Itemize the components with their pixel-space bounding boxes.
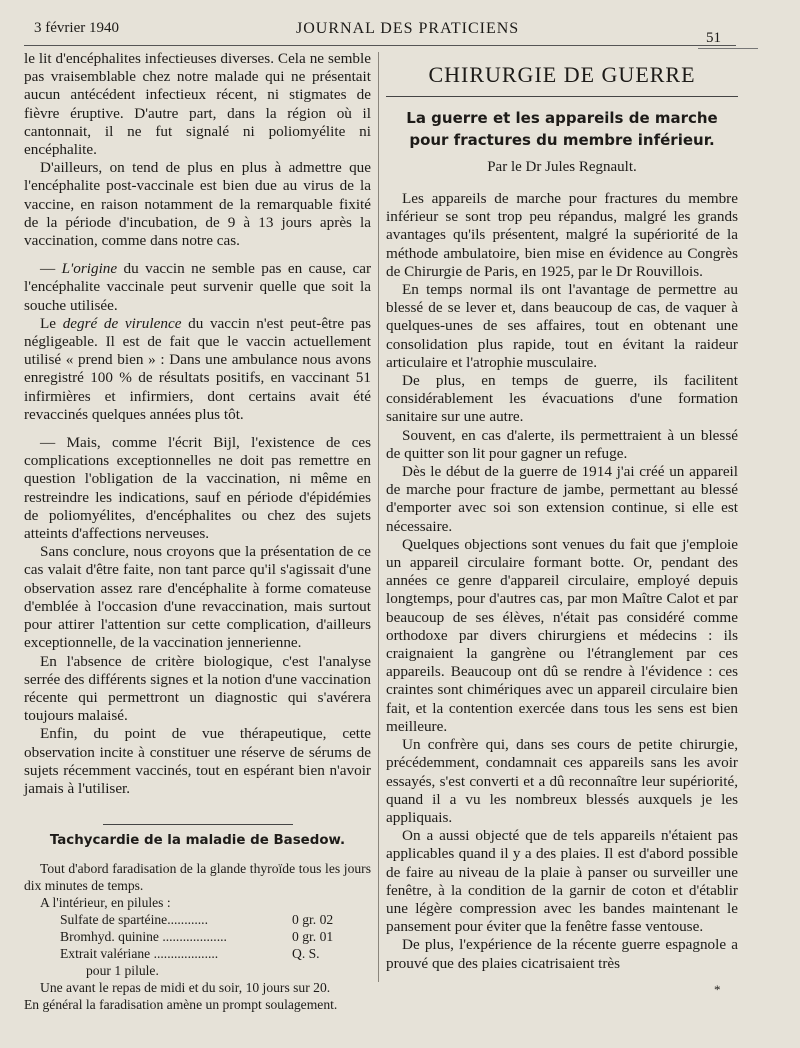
header-rule: [24, 45, 736, 46]
ingredient-dose: 0 gr. 01: [292, 929, 334, 945]
emphasis: L'origine: [61, 260, 118, 278]
page-number: 51: [706, 30, 721, 46]
prescription-line: [24, 911, 371, 928]
ingredient-dose: Q. S.: [292, 946, 320, 962]
box-rule: [103, 824, 293, 825]
paragraph: le lit d'encéphalites infectieuses diverses. Cela ne semble pas vraisemblable chez notre malade qui ne présentait aucun antécédent infectieux récent, ni stigmates de fièvre éruptive. D'autre part, dans la région où il cantonnait, il ne fut signalé ni poliomyélite ni encéphalite.: [24, 50, 371, 159]
prescription-unit: pour 1 pilule.: [86, 963, 159, 979]
paragraph: De plus, en temps de guerre, ils facilitent considérablement les évacuations d'une formation sanitaire sur une autre.: [386, 372, 738, 426]
prescription-box: [24, 824, 371, 1013]
emphasis: degré de virulence: [62, 314, 182, 332]
prescription-line: [24, 928, 371, 945]
paragraph: Un confrère qui, dans ses cours de petite chirurgie, précédemment, condamnait ces appareils sans les avoir essayés, s'est converti et a dû reconnaître leur supériorité, quand il a vu les nombreux blessés auxquels je les appliquais.: [386, 736, 738, 826]
paragraph: [24, 315, 371, 424]
box-instructions: Une avant le repas de midi et du soir, 10 jours sur 20.: [40, 980, 331, 996]
section-title: CHIRURGIE DE GUERRE: [386, 58, 738, 97]
paragraph: En l'absence de critère biologique, c'est l'analyse serrée des différents signes et la notion d'une vaccination récente qui permettront un diagnostic qui s'avérera toujours malaisé.: [24, 652, 371, 725]
ingredient-name: Bromhyd. quinine ...................: [60, 929, 227, 945]
box-title: Tachycardie de la maladie de Basedow.: [49, 833, 346, 849]
page-header: [24, 20, 736, 46]
continuation-mark: *: [714, 982, 721, 997]
article-title: La guerre et les appareils de marche pour fractures du membre inférieur.: [406, 109, 718, 149]
paragraph: Quelques objections sont venues du fait que j'emploie un appareil circulaire formant botte. Or, pendant des années ce genre d'appareil circulaire, employé depuis longtemps, pour d'autres cas, par mon Maître Calot et par beaucoup de ses élèves, n'était pas considéré comme orthodoxe par divers chirurgiens et médecins : ils craignaient la gangrène ou l'étranglement par ces appareils. Beaucoup ont dû se rendre à l'évidence : ces craintes sont chimériques avec un appareil circulaire bien fait, et la contention exercée dans tous les sens est bien meilleure.: [386, 535, 738, 735]
paragraph: D'ailleurs, on tend de plus en plus à admettre que l'encéphalite post-vaccinale est bien due au virus de la vaccine, en raison notamment de la remarquable fixité de la période d'incubation, de 9 à 13 jours après la vaccination, comme dans notre cas.: [24, 159, 371, 250]
dash: —: [40, 260, 62, 278]
paragraph-text: du vaccin ne semble pas en cause, car l'encéphalite vaccinale peut survenir quelle que soit la souche utilisée.: [24, 260, 371, 314]
ingredient-name: Sulfate de spartéine............: [60, 912, 208, 928]
paragraph: Souvent, en cas d'alerte, ils permettraient à un blessé de quitter son lit pour gagner un refuge.: [386, 426, 738, 462]
paragraph-lead: Le: [40, 314, 63, 332]
box-subtitle: A l'intérieur, en pilules :: [40, 895, 171, 911]
paragraph: En temps normal ils ont l'avantage de permettre au blessé de se lever et, dans beaucoup de cas, de vaquer à quelques-unes de ses affaires, tout en obtenant une consolidation plus rapide, tout en évitant la raideur articulaire et l'atrophie musculaire.: [386, 281, 738, 371]
prescription-line: [24, 945, 371, 962]
article-byline: Par le Dr Jules Regnault.: [487, 159, 637, 175]
paragraph: Dès le début de la guerre de 1914 j'ai créé un appareil de marche pour fracture de jambe, permettant au blessé d'emporter avec soi son extension continue, si elle est nécessaire.: [386, 463, 738, 535]
page-number-rule: [698, 48, 758, 49]
box-instructions: En général la faradisation amène un prompt soulagement.: [24, 997, 338, 1013]
paragraph: De plus, l'expérience de la récente guerre espagnole a prouvé que des plaies cicatrisaient très: [386, 936, 738, 972]
paragraph: Sans conclure, nous croyons que la présentation de ce cas valait d'être faite, non tant parce qu'il s'agissait d'une observation assez rare d'encéphalite à forme comateuse d'emblée à l'occasion d'une revaccination, mais surtout pour attirer l'attention sur cette complication, d'ailleurs exceptionnelle, de la vaccination jennerienne.: [24, 543, 371, 652]
paragraph: — Mais, comme l'écrit Bijl, l'existence de ces complications exceptionnelles ne doit pas remettre en question l'obligation de la vaccination, ni même en restreindre les indications, sauf en période d'épidémies de poliomyélites, d'encéphalites ou chez des sujets atteints d'affections nerveuses.: [24, 434, 371, 543]
issue-date: 3 février 1940: [34, 20, 119, 36]
ingredient-name: Extrait valériane ...................: [60, 946, 219, 962]
paragraph: Les appareils de marche pour fractures du membre inférieur se sont trop peu répandus, malgré les grands avantages qu'ils présentent, malgré la supériorité de la méthode ambulatoire, bien mise en évidence au Congrès de Chirurgie de Paris, en 1925, par le Dr Rouvillois.: [386, 190, 738, 280]
paragraph-text: du vaccin n'est peut-être pas négligeable. Il est de fait que le vaccin actuellement utilisé « prend bien » : Dans une ambulance nous avons enregistré 100 % de résultats positifs, en vaccinant 51 infirmières et infirmiers, dont certains avait été revaccinés quelques années plus tôt.: [24, 314, 371, 423]
right-column: [386, 58, 738, 973]
paragraph: On a aussi objecté que de tels appareils n'étaient pas applicables quand il y a des plaies. Il est d'abord possible de faire au niveau de la plaie à panser ou surveiller une fenêtre, à la condition de la garnir de coton et d'établir une légère compression avec les bandes maintenant le pansement pour éviter que la fenêtre fasse ventouse.: [386, 827, 738, 936]
box-intro: Tout d'abord faradisation de la glande thyroïde tous les jours dix minutes de temps.: [24, 861, 371, 894]
column-divider: [378, 52, 379, 982]
paragraph: Enfin, du point de vue thérapeutique, cette observation incite à constituer une réserve de sérums de sujets récemment vaccinés, tout en espérant bien n'avoir jamais à l'utiliser.: [24, 725, 371, 797]
ingredient-dose: 0 gr. 02: [292, 912, 334, 928]
paragraph: [24, 260, 371, 315]
left-column: [24, 50, 371, 1013]
journal-title: JOURNAL DES PRATICIENS: [296, 20, 520, 37]
